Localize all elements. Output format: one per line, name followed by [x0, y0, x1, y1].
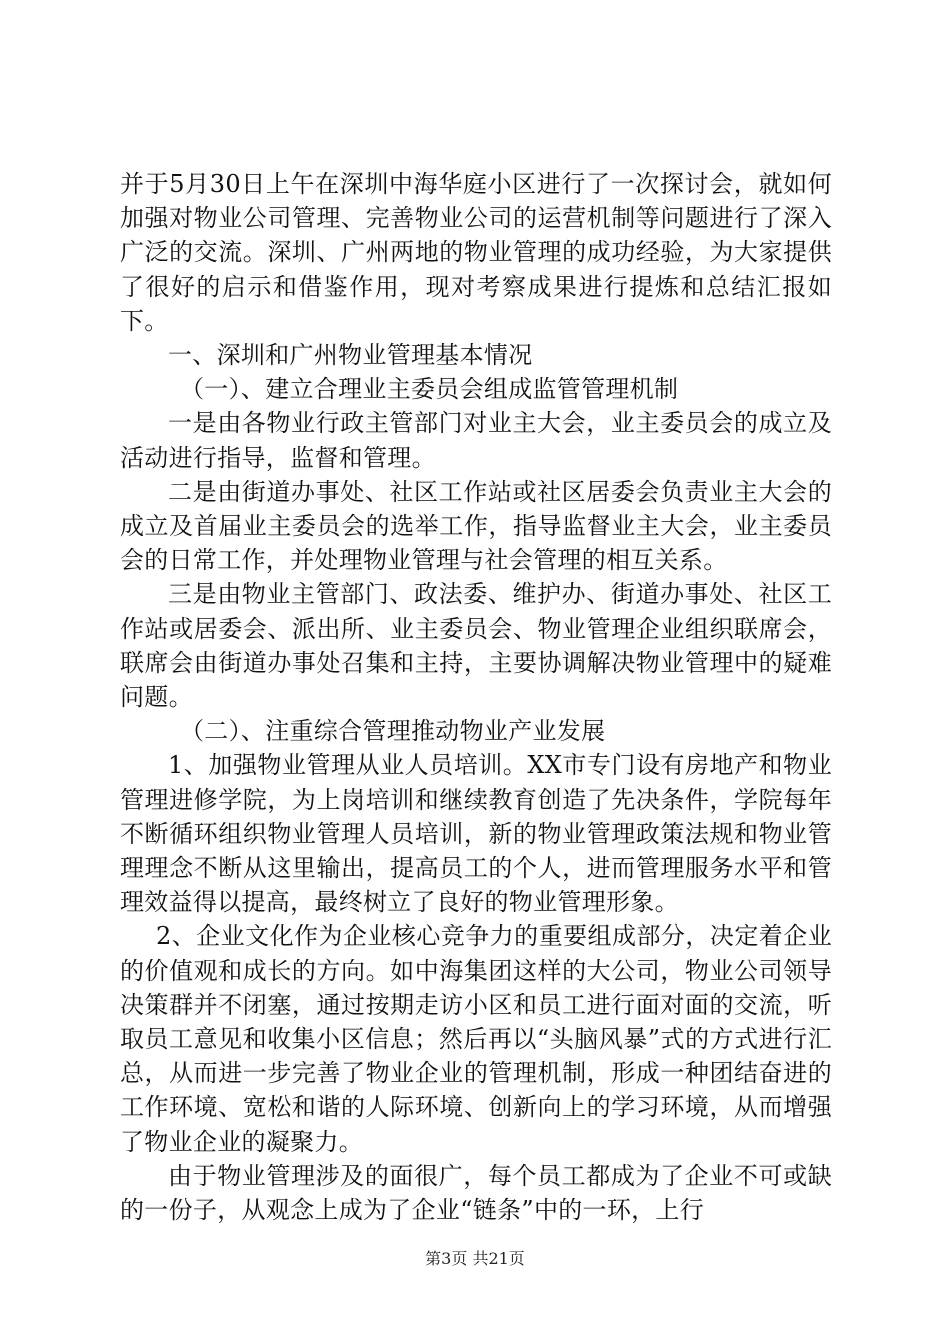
subsection-heading: （二）、注重综合管理推动物业产业发展 [180, 717, 606, 746]
paragraph: 由于物业管理涉及的面很广，每个员工都成为了企业不可或缺的一份子，从观念上成为了企业“链条”中的一环，上行 [120, 1161, 832, 1225]
paragraph: 二是由街道办事处、社区工作站或社区居委会负责业主大会的成立及首届业主委员会的选举工作，指导监督业主大会，业主委员会的日常工作，并处理物业管理与社会管理的相互关系。 [120, 477, 832, 575]
page-number: 第3页 共21页 [425, 1249, 525, 1268]
paragraph: 三是由物业主管部门、政法委、维护办、街道办事处、社区工作站或居委会、派出所、业主委员会、物业管理企业组织联席会，联席会由街道办事处召集和主持，主要协调解决物业管理中的疑难问题。 [120, 580, 832, 712]
section-heading: 一、深圳和广州物业管理基本情况 [168, 341, 533, 370]
paragraph: 并于5月30日上午在深圳中海华庭小区进行了一次探讨会，就如何加强对物业公司管理、完善物业公司的运营机制等问题进行了深入广泛的交流。深圳、广州两地的物业管理的成功经验，为大家提供了很好的启示和借鉴作用，现对考察成果进行提炼和总结汇报如下。 [120, 170, 832, 335]
subsection-heading: （一）、建立合理业主委员会组成监管管理机制 [180, 375, 679, 404]
document-body [120, 167, 832, 1227]
paragraph: 一是由各物业行政主管部门对业主大会，业主委员会的成立及活动进行指导，监督和管理。 [120, 409, 832, 472]
paragraph: 1、加强物业管理从业人员培训。XX市专门设有房地产和物业管理进修学院，为上岗培训和继续教育创造了先决条件，学院每年不断循环组织物业管理人员培训，新的物业管理政策法规和物业管理理念不断从这里输出，提高员工的个人，进而管理服务水平和管理效益得以提高，最终树立了良好的物业管理形象。 [120, 751, 832, 917]
paragraph: 2、企业文化作为企业核心竞争力的重要组成部分，决定着企业的价值观和成长的方向。如中海集团这样的大公司，物业公司领导决策群并不闭塞，通过按期走访小区和员工进行面对面的交流，听取员工意见和收集小区信息；然后再以“头脑风暴”式的方式进行汇总，从而进一步完善了物业企业的管理机制，形成一种团结奋进的工作环境、宽松和谐的人际环境、创新向上的学习环境，从而增强了物业企业的凝聚力。 [120, 922, 832, 1156]
